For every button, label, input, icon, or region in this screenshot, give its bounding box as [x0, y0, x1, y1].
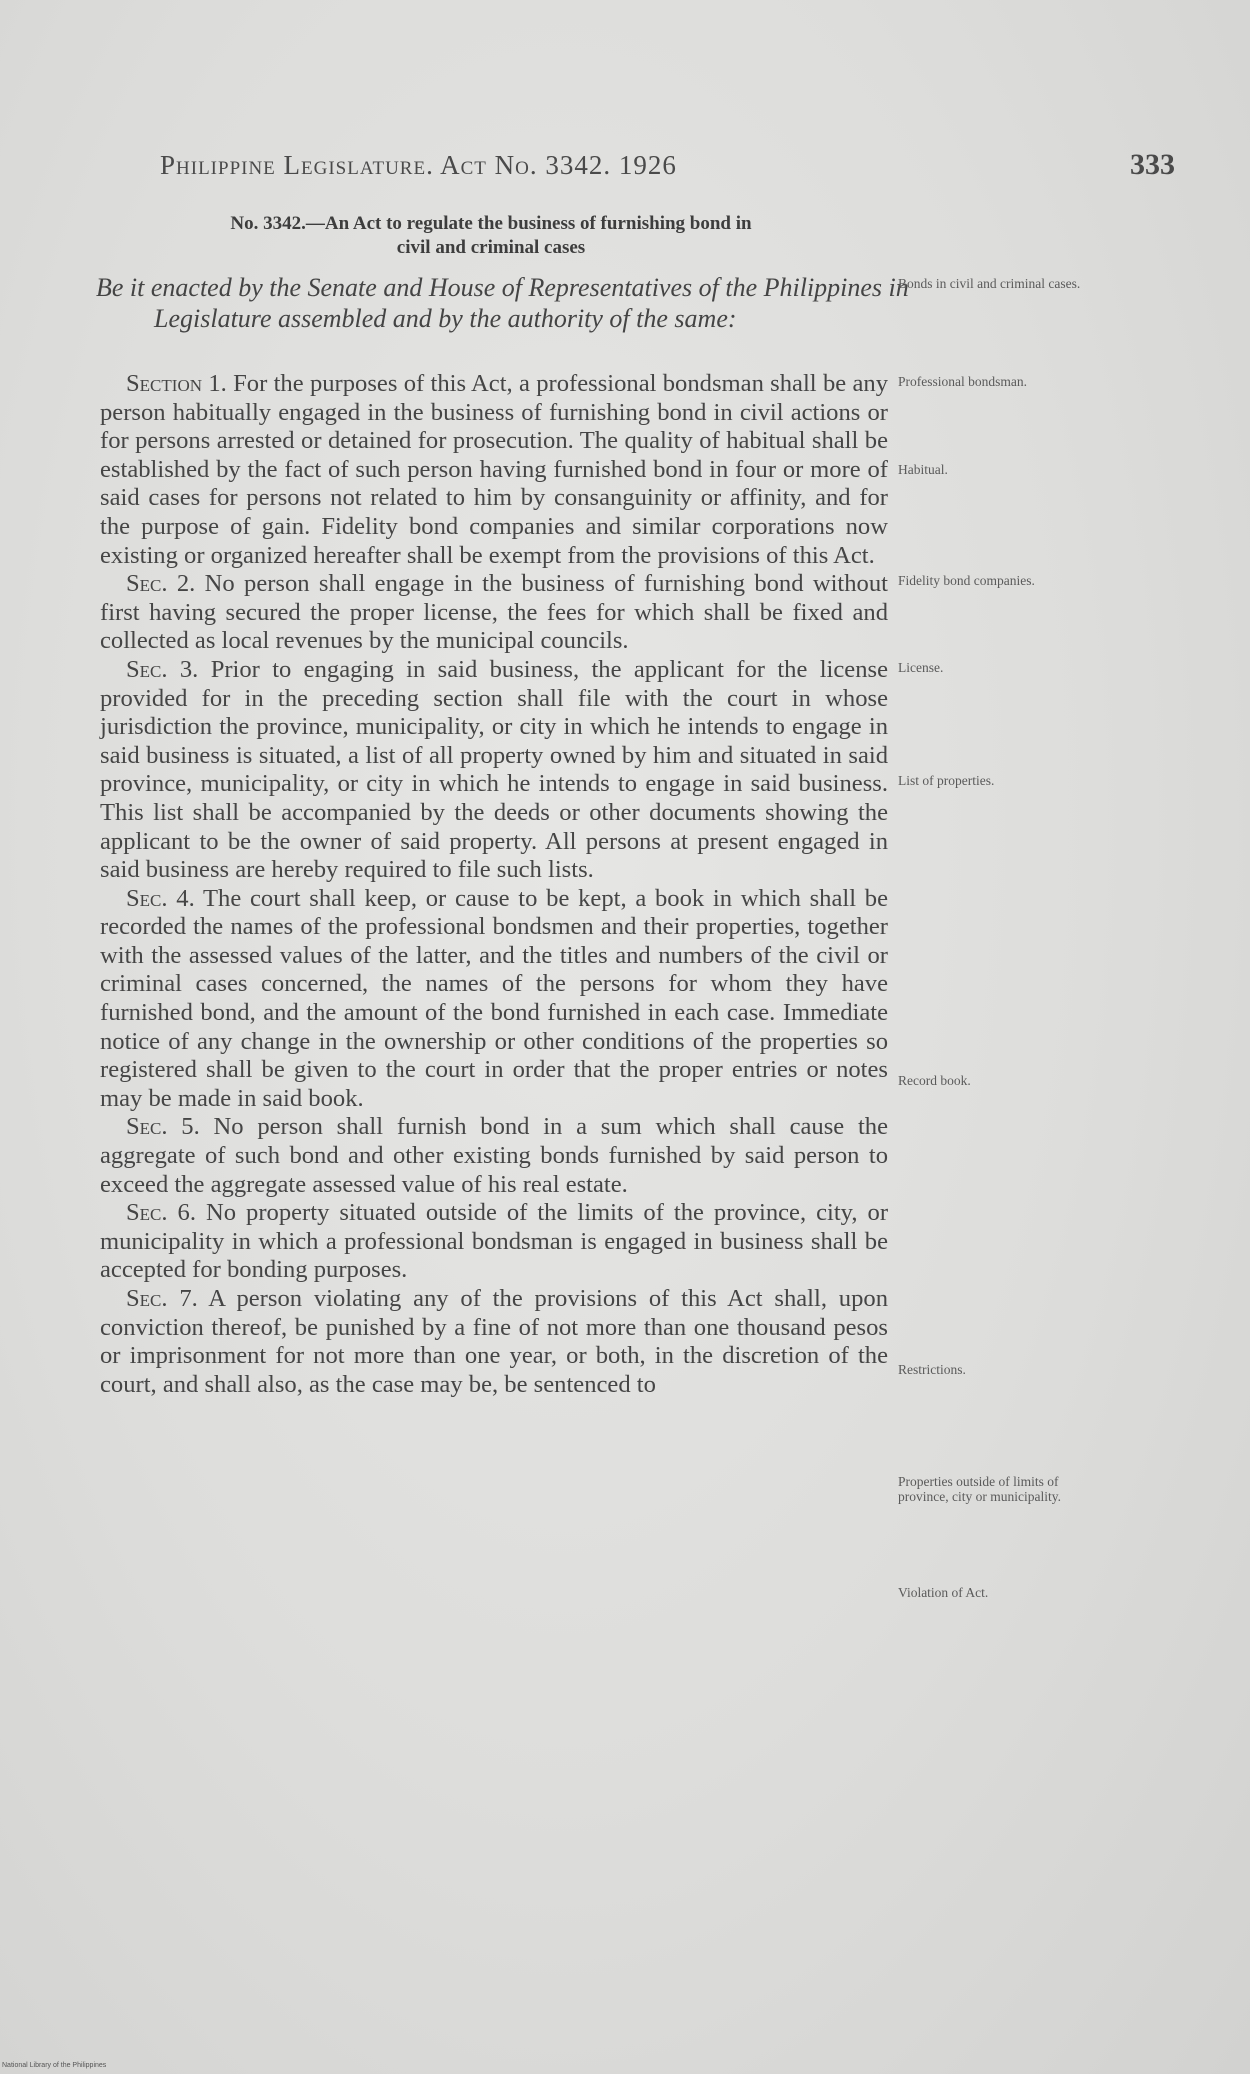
section-3	[100, 656, 888, 885]
marginal-note-bonds: Bonds in civil and criminal cases.	[898, 276, 1081, 291]
section-label: Sec. 6.	[126, 1199, 196, 1227]
section-text: For the purposes of this Act, a professional bondsman shall be any person habitually engaged in the business of furnishing bond in civil actions or for persons arrested or detained for prosecution. The quality of habitual shall be established by the fact of such person having furnished bond in four or more of said cases for persons not related to him by consanguinity or affinity, and for the purpose of gain. Fidelity bond companies and similar corporations now existing or organized hereafter shall be exempt from the provisions of this Act.	[100, 370, 888, 569]
running-head: Philippine Legislature. Act No. 3342. 1926	[160, 150, 677, 180]
section-text: No person shall engage in the business of furnishing bond without first having secured the proper license, the fees for which shall be fixed and collected as local revenues by the municipal councils.	[100, 570, 888, 655]
marginal-note-violation: Violation of Act.	[898, 1585, 989, 1600]
section-label: Sec. 3.	[126, 655, 199, 683]
section-label: Sec. 4.	[126, 884, 195, 912]
scan-credit: National Library of the Philippines	[2, 2062, 107, 2069]
section-4	[100, 885, 888, 1114]
section-2	[100, 570, 888, 656]
act-title-line-1: No. 3342.—An Act to regulate the business of furnishing bond in	[230, 213, 752, 234]
section-label: Sec. 2.	[126, 570, 196, 598]
marginal-note-professional-bondsman: Professional bondsman.	[898, 374, 1027, 389]
marginal-note-record-book: Record book.	[898, 1073, 971, 1088]
section-7	[100, 1285, 888, 1399]
section-text: A person violating any of the provisions of this Act shall, upon conviction thereof, be punished by a fine of not more than one thousand pesos or imprisonment for not more than one year, or both, in the discretion of the court, and shall also, as the case may be, be sentenced to	[100, 1285, 888, 1398]
section-label: Section 1.	[126, 370, 227, 397]
section-label: Sec. 7.	[126, 1285, 198, 1312]
page-number: 333	[1130, 148, 1175, 181]
act-title-line-2: civil and criminal cases	[396, 237, 586, 258]
section-label: Sec. 5.	[126, 1113, 200, 1141]
section-6	[100, 1199, 888, 1285]
marginal-note-properties-outside: Properties outside of limits of province, city or municipality.	[898, 1474, 1061, 1504]
marginal-note-fidelity: Fidelity bond companies.	[898, 573, 1035, 588]
marginal-note-list-of-properties: List of properties.	[898, 773, 995, 788]
section-1	[100, 370, 888, 570]
section-text: No property situated outside of the limits of the province, city, or municipality in which a professional bondsman is engaged in business shall be accepted for bonding purposes.	[100, 1199, 889, 1284]
act-title	[96, 212, 886, 260]
marginal-note-license: License.	[898, 660, 944, 675]
section-text: Prior to engaging in said business, the applicant for the license provided for in the preceding section shall file with the court in whose jurisdiction the province, municipality, or city in which he intends to engage in said business is situated, a list of all property owned by him and situated in said province, municipality, or city in which he intends to engage in said business. This list shall be accompanied by the deeds or other documents showing the applicant to be the owner of said property. All persons at present engaged in said business are hereby required to file such lists.	[100, 655, 888, 884]
marginal-note-restrictions: Restrictions.	[898, 1362, 966, 1377]
section-text: The court shall keep, or cause to be kept, a book in which shall be recorded the names of the professional bondsmen and their properties, together with the assessed values of the latter, and the titles and numbers of the civil or criminal cases concerned, the names of the persons for whom they have furnished bond, and the amount of the bond furnished in each case. Immediate notice of any change in the ownership or other conditions of the properties so registered shall be given to the court in order that the proper entries or notes may be made in said book.	[100, 884, 888, 1112]
enacting-clause: Be it enacted by the Senate and House of Representatives of the Philippines in Legislature assembled and by the authority of the same:	[96, 273, 909, 333]
act-body	[100, 370, 888, 1399]
section-5	[100, 1113, 888, 1199]
marginal-note-habitual: Habitual.	[898, 462, 948, 477]
section-text: No person shall furnish bond in a sum which shall cause the aggregate of such bond and other existing bonds furnished by said person to exceed the aggregate assessed value of his real estate.	[100, 1113, 888, 1198]
